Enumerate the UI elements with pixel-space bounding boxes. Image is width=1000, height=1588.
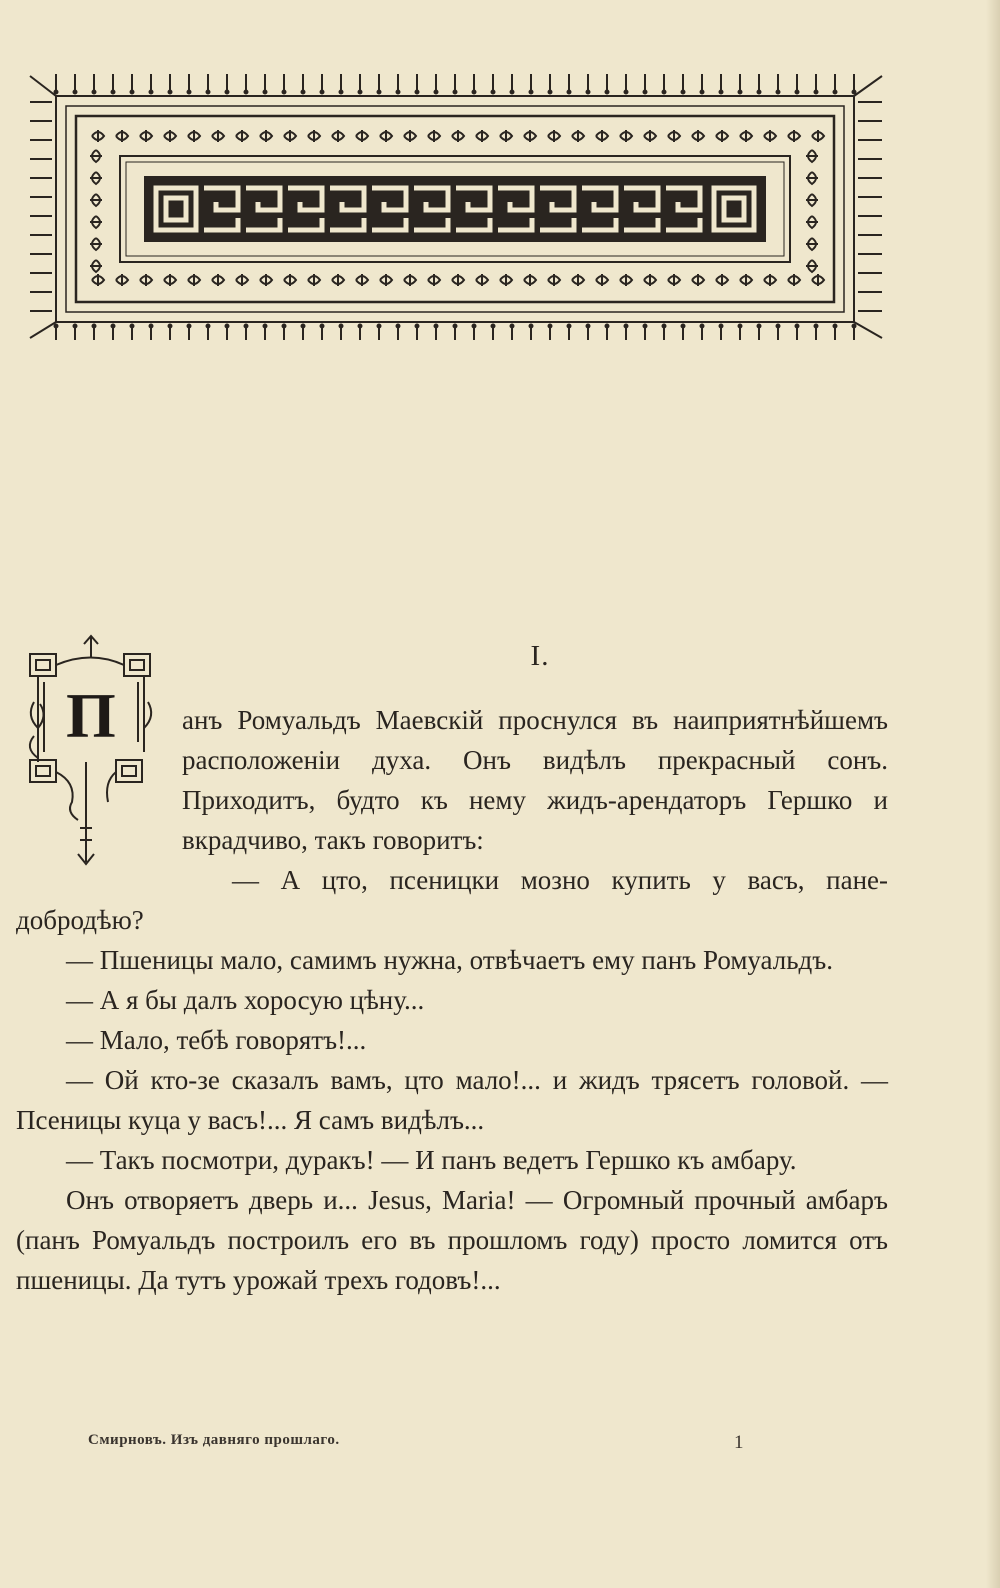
paragraph: — Ой кто-зе сказалъ вамъ, цто мало!... и жидъ трясетъ головой. — Псеницы куца у васъ!... Я самъ видѣлъ... <box>16 1065 888 1135</box>
paragraph: — Такъ посмотри, дуракъ! — И панъ ведетъ Гершко къ амбару. <box>66 1145 797 1175</box>
headpiece-ornament <box>26 72 886 342</box>
paragraph: — А цто, псеницки мозно купить у васъ, пане-добродѣю? <box>16 865 888 935</box>
paragraph: анъ Ромуальдъ Маевскій проснулся въ наиприятнѣйшемъ расположеніи духа. Онъ видѣлъ прекрасный сонъ. Приходитъ, будто къ нему жидъ-арендаторъ Гершко и вкрадчиво, такъ говоритъ: <box>182 705 888 855</box>
paragraph: Онъ отворяетъ дверь и... Jesus, Maria! — Огромный прочный амбаръ (панъ Ромуальдъ построилъ его въ прошломъ году) просто ломится отъ пшеницы. Да тутъ урожай трехъ годовъ!... <box>16 1185 888 1295</box>
chapter-number: I. <box>530 640 550 672</box>
running-title: Смирновъ. Изъ давняго прошлаго. <box>88 1432 340 1448</box>
decorative-initial <box>16 632 166 870</box>
initial-letter: П <box>66 680 116 751</box>
paragraph: — А я бы далъ хоросую цѣну... <box>66 985 425 1015</box>
initial-ornament-icon <box>16 632 166 870</box>
page-edge-shadow <box>986 0 1000 1588</box>
body-text <box>16 680 888 1300</box>
top-fringe <box>55 74 856 94</box>
bottom-fringe <box>55 325 856 341</box>
page-number: 1 <box>734 1432 744 1453</box>
paragraph: — Пшеницы мало, самимъ нужна, отвѣчаетъ ему панъ Ромуальдъ. <box>66 945 834 975</box>
paragraph: — Мало, тебѣ говорятъ!... <box>66 1025 367 1055</box>
